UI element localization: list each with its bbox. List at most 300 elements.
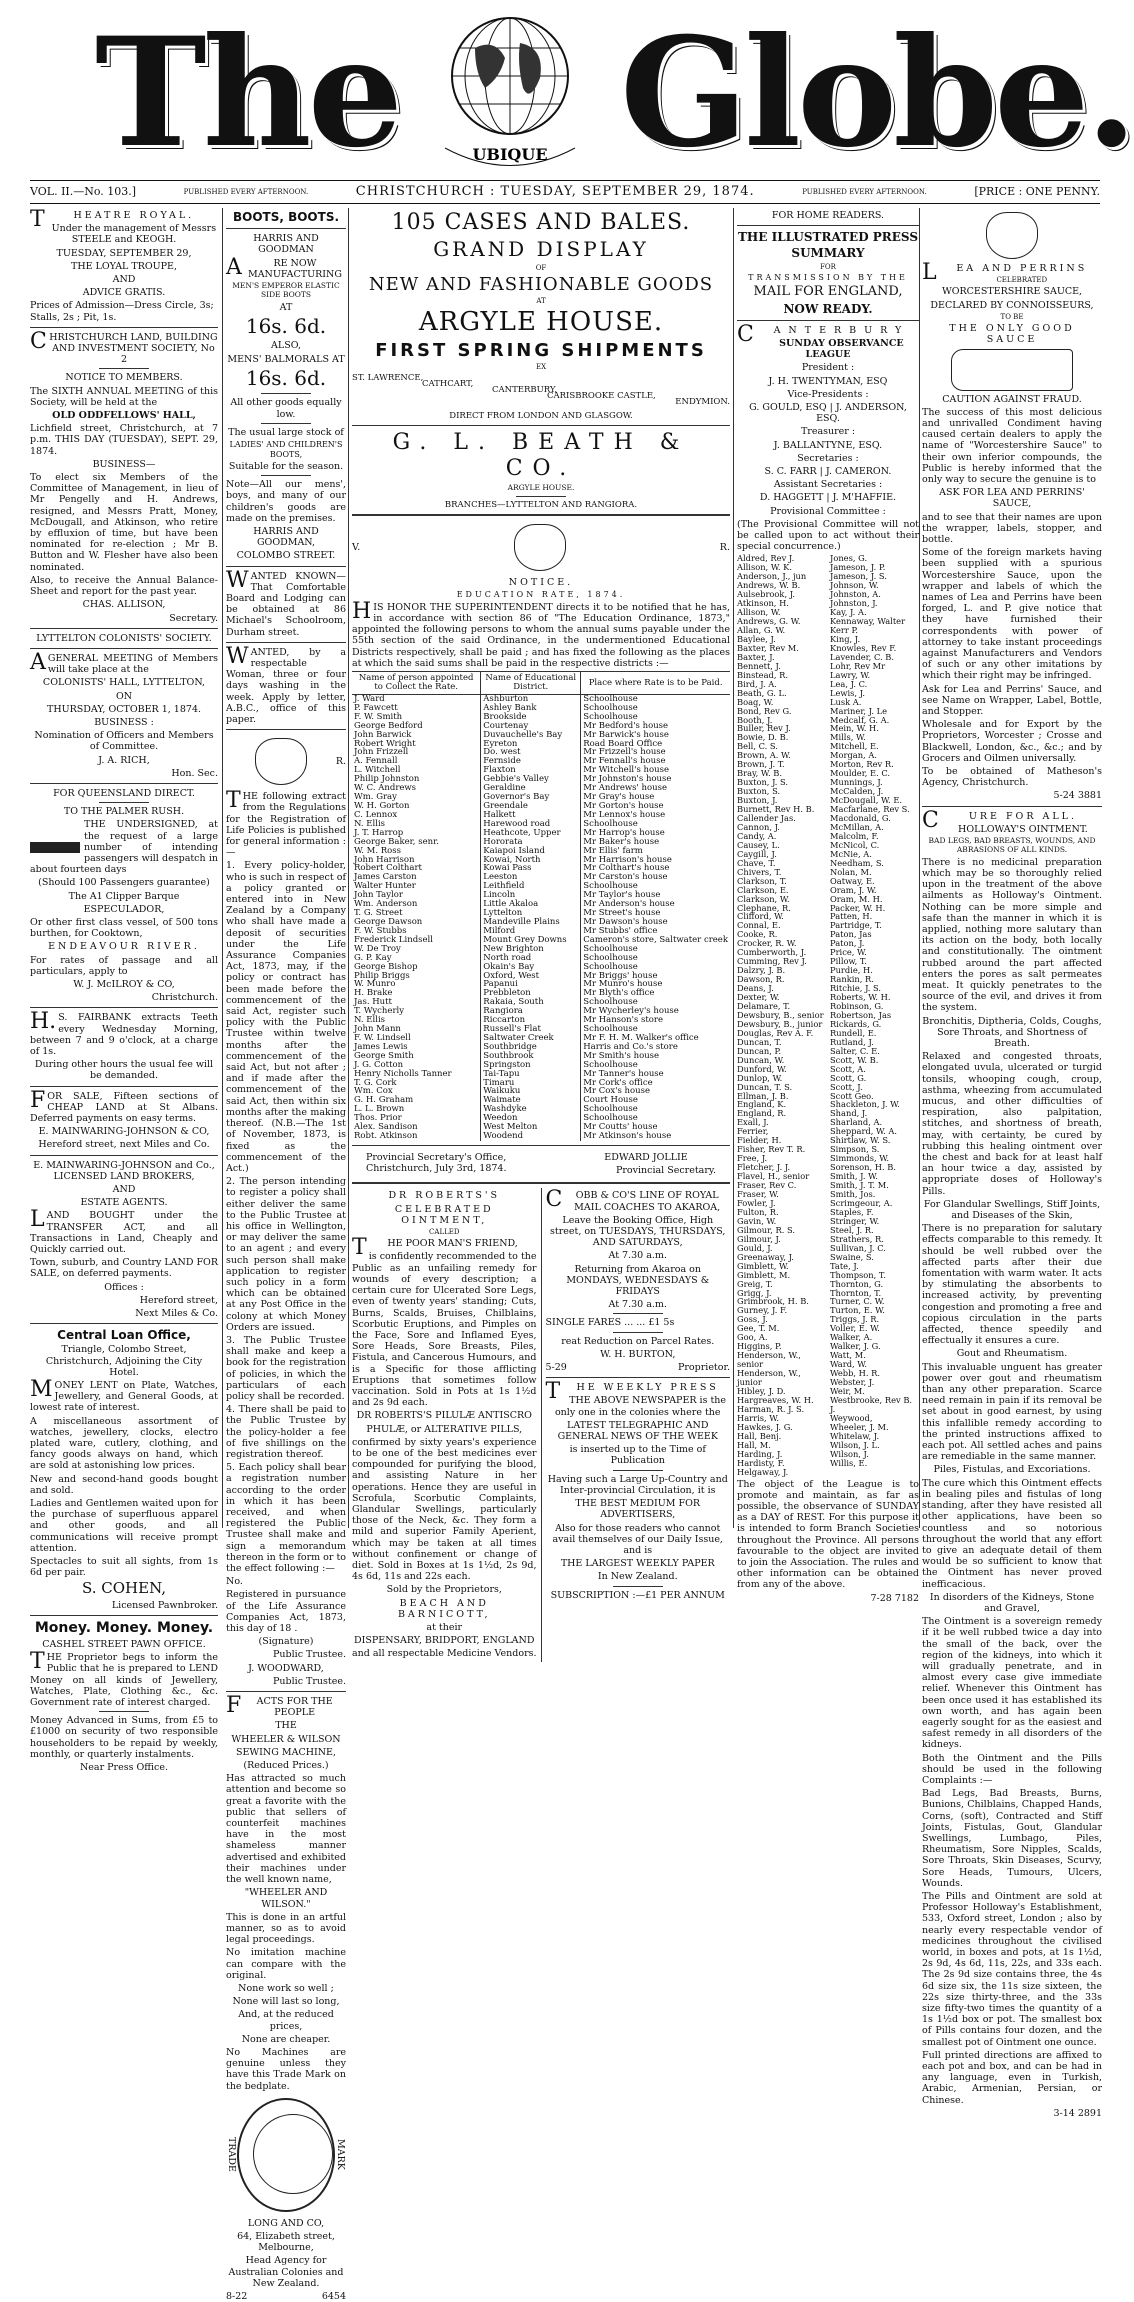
weekly-line: is inserted up to the Time of Publication	[569, 1444, 706, 1467]
wilson-line: (Reduced Prices.)	[243, 1760, 329, 1772]
table-cell: Fernside	[481, 757, 581, 766]
brokers-line: E. MAINWARING-JOHNSON and Co., LICENSED LAND BROKERS,	[33, 1159, 215, 1182]
boots-line: All other goods equally low.	[230, 397, 342, 420]
committee-name: Fraser, W.	[737, 1189, 779, 1200]
roberts-line: BEACH AND BARNICOTT,	[397, 1597, 491, 1620]
table-cell: Mr Munro's house	[581, 980, 730, 989]
committee-name: Gilmour, R. S.	[737, 1224, 796, 1235]
queensland-line: THE UNDERSIGNED, at the request of a large number of intending passengers will despatch in about fourteen days	[30, 819, 218, 876]
committee-name: Clarkson, W.	[737, 893, 790, 904]
table-cell: New Brighton	[481, 945, 581, 954]
weekly-line: THE LARGEST WEEKLY PAPER	[560, 1558, 715, 1570]
column-rule	[733, 208, 734, 1528]
committee-name: Henderson, W., junior	[737, 1368, 801, 1388]
cobb-line: reat Reduction on Parcel Rates.	[561, 1335, 715, 1347]
table-cell: Halkett	[481, 811, 581, 820]
roberts-line: THE POOR MAN'S FRIEND,	[352, 1235, 518, 1261]
committee-name: Ellman, J. B.	[737, 1090, 789, 1101]
table-cell: A. Fennall	[354, 756, 398, 767]
table-cell: Robert Wright	[354, 738, 416, 749]
league-line: J. H. TWENTYMAN, ESQ	[768, 375, 888, 387]
wilson-line: Head Agency for Australian Colonies and New Zealand.	[228, 2255, 344, 2289]
committee-name: Duncan, W.	[737, 1054, 785, 1065]
committee-name: Douglas, Rev A. F.	[737, 1027, 814, 1038]
table-cell: T. G. Street	[354, 908, 403, 919]
land-line: NOTICE TO MEMBERS.	[65, 372, 183, 384]
summary-line: SUMMARY	[791, 246, 865, 261]
roberts-line: CALLED	[429, 1228, 460, 1237]
argyle-house-ad	[352, 210, 730, 510]
table-row	[352, 1105, 730, 1114]
committee-name: Lusk A.	[830, 696, 862, 707]
land-line: OLD ODDFELLOWS' HALL,	[52, 410, 196, 422]
committee-name: Brown, J. T.	[737, 759, 785, 770]
table-row	[352, 980, 730, 989]
table-row	[352, 740, 730, 749]
committee-name: Turton, E. W.	[830, 1305, 885, 1316]
committee-name: Chave, T.	[737, 857, 776, 868]
committee-name: McNie, A.	[830, 848, 872, 859]
committee-name: Roberts, W. H.	[830, 992, 891, 1003]
table-cell: W. C. Andrews	[354, 783, 417, 794]
masthead-globe: Globe.	[620, 5, 1134, 181]
published-note-left: PUBLISHED EVERY AFTERNOON.	[183, 188, 309, 196]
brokers-line: Town, suburb, and Country LAND FOR SALE, on deferred payments.	[30, 1257, 218, 1280]
committee-name: Jameson, J. P.	[830, 562, 886, 573]
committee-name: Willis, E.	[830, 1457, 868, 1468]
globe-icon	[405, 8, 615, 173]
committee-name: Candy, A.	[737, 830, 777, 841]
regs-line: 4. There shall be paid to the Public Trustee by the policy-holder a fee of five shillings on the registration thereof.	[226, 1404, 346, 1460]
table-cell: Wm. Cox	[354, 1086, 393, 1097]
committee-name: Free, J.	[737, 1153, 768, 1164]
wilson-line: Has attracted so much attention and become so great a favorite with the public that sellers of counterfeit machines have in the most shameless manner advertised and exhibited their machines under the well known name,	[226, 1773, 346, 1886]
table-cell: Mr Fennall's house	[581, 757, 730, 766]
wanted-woman-ad: WANTED, by a respectable Woman, three or four days washing in the week. Apply by letter, A.B.C., office of this paper.	[226, 643, 346, 725]
weekly-line: THE BEST MEDIUM FOR ADVERTISERS,	[575, 1498, 701, 1521]
land-society-ad	[30, 328, 218, 624]
table-cell: W. De Troy	[354, 943, 401, 954]
roberts-line: DISPENSARY, BRIDPORT, ENGLAND	[354, 1635, 535, 1647]
table-cell: Mr Anderson's house	[581, 900, 730, 909]
table-cell: W. M. Ross	[354, 845, 402, 856]
ship-name: CARISBROOKE CASTLE,	[547, 391, 656, 402]
rate-collectors-table	[352, 671, 730, 1141]
holloway-subhead: In disorders of the Kidneys, Stone and Gravel,	[929, 1591, 1095, 1614]
mark-label: MARK	[335, 2139, 346, 2171]
committee-name: Sheppard, W. A.	[830, 1126, 898, 1137]
land-line: Lichfield street, Christchurch, at 7 p.m. THIS DAY (TUESDAY), SEPT. 29, 1874.	[30, 423, 218, 457]
table-cell: Mr Harrison's house	[581, 856, 730, 865]
table-cell: H. Brake	[354, 988, 393, 999]
league-line: G. GOULD, ESQ | J. ANDERSON, ESQ.	[749, 401, 907, 425]
table-cell: Mr Witchell's house	[581, 766, 730, 775]
committee-name: Flavel, H., senior	[737, 1171, 810, 1182]
committee-name: Munnings, J.	[830, 777, 883, 788]
regs-line: Public Trustee.	[273, 1675, 346, 1687]
committee-name: Price, W.	[830, 947, 867, 958]
table-cell: Weedon	[481, 1114, 581, 1123]
committee-name: Fielder, H.	[737, 1135, 782, 1146]
committee-name: Atkinson, H.	[737, 598, 789, 609]
table-cell: Wm. Gray	[354, 792, 397, 803]
committee-name: Cannon, J.	[737, 821, 780, 832]
table-cell: Southbrook	[481, 1052, 581, 1061]
money-title: Money. Money. Money.	[34, 1620, 214, 1637]
committee-name: Smith, J. W.	[830, 1171, 878, 1182]
committee-name: England, R.	[737, 1108, 787, 1119]
volume-number: VOL. II.—No. 103.]	[30, 184, 137, 198]
lea-line: CAUTION AGAINST FRAUD.	[942, 393, 1082, 405]
money-line: CASHEL STREET PAWN OFFICE.	[42, 1638, 206, 1650]
committee-name: Lawry, W.	[830, 669, 871, 680]
boots-line: MEN'S EMPEROR ELASTIC SIDE BOOTS	[232, 280, 340, 299]
table-cell: W. H. Gorton	[354, 800, 410, 811]
summary-line: TRANSMISSION BY THE	[748, 272, 908, 282]
lyttelton-line: J. A. RICH,	[98, 754, 150, 766]
roberts-body: is confidently recommended to the Public as an unfailing remedy for wounds of every description; a certain cure for Ulcerated Sore Legs, even of twenty years' standing; Cuts, Burns, Scalds, Bruises, Chilblains, Scorbutic Eruptions, and Pimples on the Face, Sore and Inflamed Eyes, Sore Heads, Sore Breasts, Piles, Fistula, and Cancerous Humours, and is a Specific for those afflicting Eruptions that sometimes follow vaccination. Sold in Pots at 1s 1½d and 2s 9d each.	[352, 1251, 537, 1409]
weekly-line: Also for those readers who cannot avail themselves of our Daily Issue, and is	[552, 1522, 723, 1556]
argyle-at: AT	[536, 297, 546, 306]
committee-name: Jones, G.	[830, 553, 868, 564]
weekly-line: In New Zealand.	[597, 1571, 678, 1583]
committee-name: Oram, J. W.	[830, 884, 877, 895]
committee-name: Walker, A.	[830, 1332, 873, 1343]
committee-name: Lewis, J.	[830, 687, 866, 698]
roberts-body: confirmed by sixty years's experience to be one of the best medicines ever compounded for purifying the blood, and assisting Nature in her operations. Hence they are useful in Scrofula, Scorbutic Complaints, Glandular Swellings, particularly those of the Neck, &c. They form a mild and superior Family Aperient, which may be taken at all times without confinement or change of diet. Sold in Boxes at 1s 1½d, 2s 9d, 4s 6d, 11s and 22s each.	[352, 1436, 537, 1583]
committee-name: Kennaway, Walter	[830, 616, 906, 627]
table-cell: Lyttelton	[481, 909, 581, 918]
holloway-body: This invaluable unguent has greater power over gout and rheumatism than any other preparation. Scarce need remain in pain if its removal be set about in good earnest, by using this infallible remedy according to the printed instructions affixed to each pot. All settled aches and pains are remediable in the same manner.	[922, 1361, 1102, 1463]
committee-name: Cumming, Rev J.	[737, 956, 807, 967]
table-cell: Schoolhouse	[581, 963, 730, 972]
table-cell: Wm. Anderson	[354, 899, 418, 910]
table-cell: Harewood road	[481, 820, 581, 829]
roberts-line: DR ROBERTS'S PILULÆ ANTISCRO	[356, 1410, 532, 1422]
land-brokers-ad	[30, 1160, 218, 1320]
table-cell: Kowai Pass	[481, 864, 581, 873]
committee-name: Macfarlane, Rev S.	[830, 804, 910, 815]
table-cell: John Mann	[354, 1024, 401, 1035]
table-cell: West Melton	[481, 1123, 581, 1132]
committee-name: Baxter, Rev M.	[737, 642, 799, 653]
sunday-league-ad	[737, 321, 919, 1604]
roberts-line: DR ROBERTS'S	[388, 1190, 501, 1202]
committee-name: Turner, C. W.	[830, 1296, 885, 1307]
illustrated-summary-ad	[737, 230, 919, 315]
league-code: 7-28 7182	[870, 1592, 919, 1604]
table-cell: F. W. Lindsell	[354, 1032, 411, 1043]
queensland-line: W. J. McILROY & CO,	[73, 978, 175, 990]
queensland-line: ESPECULADOR,	[83, 903, 165, 915]
league-line: D. HAGGETT | J. M'HAFFIE.	[759, 492, 897, 504]
table-cell: Mr Stubbs' office	[581, 927, 730, 936]
table-cell: Frederick Lindsell	[354, 934, 433, 945]
committee-name: Scott, A.	[830, 1063, 866, 1074]
table-cell: J. T. Harrop	[354, 827, 404, 838]
fairbank-line: H.S. FAIRBANK extracts Teeth every Wednesday Morning, between 7 and 9 o'clock, at a charge of 1s.	[30, 1009, 218, 1057]
queensland-line: The A1 Clipper Barque	[68, 890, 180, 902]
wilson-line: "WHEELER AND WILSON."	[244, 1887, 328, 1910]
argyle-of: OF	[535, 263, 547, 272]
table-cell: Schoolhouse	[581, 820, 730, 829]
ship-name: ST. LAWRENCE,	[352, 373, 424, 384]
land-line: The SIXTH ANNUAL MEETING of this Society, will be held at the	[30, 385, 218, 408]
cobb-coaches-ad	[545, 1187, 731, 1374]
committee-name: Lea, J. C.	[830, 678, 868, 689]
committee-name: Wheeler, J. M.	[830, 1421, 889, 1432]
committee-name: Morgan, A.	[830, 750, 877, 761]
table-cell: G. P. Kay	[354, 952, 392, 963]
table-cell: Walter Hunter	[354, 881, 416, 892]
table-cell: Greendale	[481, 802, 581, 811]
committee-name: Swaine, S.	[830, 1251, 874, 1262]
land-line: BUSINESS—	[92, 458, 156, 470]
committee-name: Voller, E. W.	[830, 1323, 880, 1334]
weekly-title: THE WEEKLY PRESS	[545, 1379, 719, 1405]
boots-line: HARRIS AND GOODMAN	[253, 233, 319, 256]
lea-perrins-crest-icon	[986, 212, 1038, 259]
ship-name: ENDYMION.	[675, 397, 730, 408]
table-cell: Mr Lennox's house	[581, 811, 730, 820]
boots-title: BOOTS, BOOTS.	[232, 210, 340, 224]
committee-name: Boag, W.	[737, 696, 774, 707]
committee-name: Partridge, T.	[830, 920, 882, 931]
committee-name: England, K.	[737, 1099, 787, 1110]
committee-name: Kerr P.	[830, 624, 858, 635]
boots-price: 16s. 6d.	[245, 365, 327, 390]
committee-name: Mein, W. H.	[830, 723, 879, 734]
table-cell: Mr Andrews' house	[581, 784, 730, 793]
holloway-subhead: Gout and Rheumatism.	[956, 1348, 1068, 1360]
committee-name: Morton, Rev R.	[830, 759, 894, 770]
table-cell: Courtenay	[481, 722, 581, 731]
committee-name: Fulton, R.	[737, 1206, 779, 1217]
committee-name: Sorenson, H. B.	[830, 1162, 897, 1173]
committee-name: Greig, T.	[737, 1278, 773, 1289]
table-cell: North road	[481, 954, 581, 963]
brokers-line: Offices :	[104, 1281, 144, 1293]
notice-signature: EDWARD JOLLIE	[604, 1152, 688, 1164]
sale-line: E. MAINWARING-JOHNSON & CO,	[38, 1126, 210, 1138]
committee-name: Grimbrook, H. B.	[737, 1296, 809, 1307]
lea-line: TO BE	[1000, 312, 1024, 321]
committee-name: Simmonds, W.	[830, 1153, 889, 1164]
league-line: Secretaries :	[797, 452, 859, 464]
loan-title: Central Loan Office,	[57, 1328, 191, 1343]
committee-name: Gee, T. M.	[737, 1323, 780, 1334]
committee-name: Bell, C. S.	[737, 741, 778, 752]
table-cell: Mr Barwick's house	[581, 731, 730, 740]
table-cell: Mr Wycherley's house	[581, 1007, 730, 1016]
table-cell: Mr Cox's house	[581, 1087, 730, 1096]
committee-name: Gimblett, M.	[737, 1269, 791, 1280]
table-row	[352, 1052, 730, 1061]
committee-name: Scott, W. B.	[830, 1054, 879, 1065]
queensland-subtitle: TO THE PALMER RUSH.	[63, 806, 185, 818]
notice-r: R.	[719, 542, 730, 554]
committee-name: Gurney, J. F.	[737, 1305, 788, 1316]
committee-name: Dewsbury, B., junior	[737, 1018, 823, 1029]
committee-name: Deans, J.	[737, 983, 774, 994]
committee-name: Higgins, P.	[737, 1341, 782, 1352]
table-cell: Mr Harrop's house	[581, 829, 730, 838]
trade-label: TRADE	[226, 2137, 238, 2173]
committee-name: Stringer, W.	[830, 1215, 880, 1226]
committee-name: Dewsbury, B., senior	[737, 1009, 824, 1020]
committee-name: Scott, J.	[830, 1081, 863, 1092]
wilson-line: None will last so long,	[232, 1996, 340, 2008]
table-cell: Flaxton	[481, 766, 581, 775]
committee-name: Smith, J. T. M.	[830, 1180, 889, 1191]
lyttelton-line: THURSDAY, OCTOBER 1, 1874.	[46, 703, 202, 715]
table-cell: Mr Blyth's office	[581, 989, 730, 998]
table-cell: Mr Cork's office	[581, 1079, 730, 1088]
committee-name: Caygill, J.	[737, 848, 777, 859]
table-cell: Milford	[481, 927, 581, 936]
table-row	[352, 900, 730, 909]
regs-line: 1. Every policy-holder, who is such in respect of a policy granted or entered into in New Zealand by a Company who shall have made a deposit of securities under the Life Assurance Companies Act, 1873, may, if the policy or contract has been made before the commencement of the said Act, register such policy with the Public Trustee within twelve months after the commencement of the said Act, but not after ; and if made after the commencement of the said Act, then within six months after the making thereof. (N.B.—The 1st of November, 1873, is fixed as the commencement of the Act.)	[226, 860, 346, 1174]
boots-line: HARRIS AND GOODMAN,	[253, 525, 319, 549]
committee-name: McNicol, C.	[830, 839, 880, 850]
table-cell: Okain's Bay	[481, 963, 581, 972]
argyle-house: ARGYLE HOUSE.	[507, 483, 575, 493]
cobb-code: 5-29	[545, 1362, 567, 1374]
motto: UBIQUE	[472, 145, 548, 164]
sale-ad	[30, 1087, 218, 1151]
committee-name: Mariner, J. Le	[830, 705, 888, 716]
wilson-line: SEWING MACHINE,	[235, 1746, 337, 1758]
holloway-body: There is no preparation for salutary effects comparable to this remedy. It should be well rubbed over the affected parts after their due fomentation with warm water. It acts by stimulating the absorbents to increased activity, by preventing congestion and promoting a free and copious circulation in the parts affected, thence speedily and effectually it ensures a cure.	[922, 1223, 1102, 1347]
queensland-line: (Should 100 Passengers guarantee)	[38, 877, 210, 889]
committee-name: Wilson, J.	[830, 1448, 869, 1459]
table-cell: Kaiapoi Island	[481, 847, 581, 856]
committee-name: Allan, G. W.	[737, 624, 786, 635]
column-1	[30, 207, 218, 1773]
league-title: SUNDAY OBSERVANCE LEAGUE	[779, 337, 904, 361]
column-rule	[348, 208, 349, 1528]
regs-line: No.	[226, 1576, 243, 1588]
table-cell: Mr Smith's house	[581, 1052, 730, 1061]
regs-line: 5. Each policy shall bear a registration number according to the order in which it has been received, and when registered the Public Trustee shall make and sign a memorandum thereon in the form or to the effect following :—	[226, 1462, 346, 1575]
lea-body: Ask for Lea and Perrins' Sauce, and see Name on Wrapper, Label, Bottle, and Stopper.	[922, 683, 1102, 717]
holloway-body: The Ointment is a sovereign remedy if it be well rubbed twice a day into the small of the back, over the region of the kidneys, into which it will gradually penetrate, and in almost every case give immediate relief. Whenever this Ointment has been once used it has established its own worth, and has again been eagerly sought for as the easiest and safest remedy in all disorders of the kidneys.	[922, 1616, 1102, 1751]
committee-name: Ferrier,	[737, 1126, 769, 1137]
wilson-code: 6454	[321, 2290, 346, 2302]
table-cell: Schoolhouse	[581, 1114, 730, 1123]
table-cell: Schoolhouse	[581, 954, 730, 963]
league-line: President :	[801, 362, 855, 374]
wheeler-wilson-ad	[226, 1693, 346, 2302]
committee-name: Ritchie, J. S.	[830, 983, 882, 994]
committee-name: Mills, W.	[830, 732, 866, 743]
masthead	[0, 0, 1134, 181]
table-cell: Southbridge	[481, 1043, 581, 1052]
table-cell: Philip Briggs	[354, 970, 410, 981]
holloway-code: 3-14 2891	[1053, 2107, 1102, 2119]
argyle-branches: BRANCHES—LYTTELTON AND RANGIORA.	[444, 500, 638, 511]
boots-line: The usual large stock of	[228, 426, 344, 438]
table-cell: T. Wycherly	[354, 1006, 405, 1017]
wilson-line: 64, Elizabeth street, Melbourne,	[237, 2230, 335, 2254]
fairbank-ad	[30, 1009, 218, 1082]
table-cell: Timaru	[481, 1079, 581, 1088]
wilson-line: None are cheaper.	[241, 2033, 331, 2045]
roberts-line: Sold by the Proprietors,	[386, 1584, 502, 1596]
table-cell: Mr F. H. M. Walker's office	[581, 1034, 730, 1043]
table-cell: Road Board Office	[581, 740, 730, 749]
committee-name: Fletcher, J. J.	[737, 1162, 791, 1173]
committee-name: Duncan, T.	[737, 1036, 782, 1047]
committee-name: Buxton, J.	[737, 795, 778, 806]
table-row	[352, 1016, 730, 1025]
table-row	[352, 972, 730, 981]
committee-name: Rickards, G.	[830, 1018, 882, 1029]
committee-name: Webster, J.	[830, 1377, 875, 1388]
table-cell: Rakaia, South	[481, 998, 581, 1007]
table-cell: Governor's Bay	[481, 793, 581, 802]
committee-name: Clarkson, T.	[737, 875, 787, 886]
theatre-ad	[30, 207, 218, 323]
table-cell: Schoolhouse	[581, 882, 730, 891]
regs-line: Registered in pursuance of the Life Assurance Companies Act, 1873, this day of 18 .	[226, 1589, 346, 1635]
league-line: J. BALLANTYNE, ESQ.	[773, 439, 883, 451]
committee-name: Oram, M. H.	[830, 893, 883, 904]
table-cell: George Bedford	[354, 720, 423, 731]
central-loan-ad	[30, 1328, 218, 1611]
lyttelton-line: COLONISTS' HALL, LYTTELTON,	[42, 677, 206, 689]
boots-line: AT	[279, 301, 293, 313]
committee-name: Pillow, T.	[830, 956, 867, 967]
committee-name: Fisher, Rev T. R.	[737, 1144, 806, 1155]
holloway-body: Bad Legs, Bad Breasts, Burns, Bunions, Chilblains, Chapped Hands, Corns, (soft), Contracted and Stiff Joints, Fistulas, Gout, Glandular Swellings, Lumbago, Piles, Rheumatism, Sore Nipples, Scalds, Sore Throats, Skin Diseases, Scurvy, Sore Heads, Tumours, Ulcers, Wounds.	[922, 1788, 1102, 1889]
holloway-body: Both the Ointment and the Pills should be used in the following Complaints :—	[922, 1752, 1102, 1786]
table-cell: Oxford, West	[481, 972, 581, 981]
argyle-title: GRAND DISPLAY	[433, 236, 649, 261]
argyle-ex: EX	[535, 363, 547, 372]
table-cell: Mr Dawson's house	[581, 918, 730, 927]
table-cell: Prebbleton	[481, 989, 581, 998]
column-2	[226, 208, 346, 2302]
committee-name: Shackleton, J. W.	[830, 1099, 900, 1110]
table-cell: James Carston	[354, 872, 417, 883]
committee-name: Scrimgeour, A.	[830, 1197, 893, 1208]
cobb-line: At 7.30 a.m.	[608, 1250, 667, 1262]
table-cell: Brookside	[481, 713, 581, 722]
committee-name: King, J.	[830, 633, 861, 644]
committee-name: Bird, J. A.	[737, 678, 777, 689]
table-cell: George Bishop	[354, 961, 418, 972]
holloway-body: The Pills and Ointment are sold at Professor Holloway's Establishment, 533, Oxford street, London ; also by nearly every respectable vendor of medicines throughout the civilised world, in boxes and pots, at 1s 1½d, 2s 9d, 4s 6d, 11s, 22s, and 33s each. The 2s 9d size contains three, the 4s 6d size six, the 11s size sixteen, the 22s size thirty-three, and the 33s size fifty-two times the quantity of a 1s 1½d box or pot. The smallest box of Pills contains four dozen, and the smallest pot of Ointment one ounce.	[922, 1891, 1102, 2048]
lyttelton-ad	[30, 633, 218, 779]
money-line: THE Proprietor begs to inform the Public that he is prepared to LEND Money on all kinds of Jewellery, Watches, Plate, Clothing &c., &c. Government rate of interest charged.	[30, 1649, 218, 1708]
table-cell: Ashburton	[481, 694, 581, 703]
committee-name: Simpson, S.	[830, 1144, 880, 1155]
table-cell: Henry Nicholls Tanner	[354, 1068, 452, 1079]
loan-line: Spectacles to suit all sights, from 1s 6d per pair.	[30, 1556, 218, 1579]
league-line: Vice-Presidents :	[787, 388, 869, 400]
argyle-title: FIRST SPRING SHIPMENTS	[375, 339, 707, 361]
table-cell: Thos. Prior	[354, 1113, 402, 1124]
royal-crest-icon	[514, 524, 566, 571]
lea-line: DECLARED BY CONNOISSEURS,	[930, 299, 1094, 311]
wilson-line: WHEELER & WILSON	[231, 1733, 341, 1745]
land-title: CHRISTCHURCH LAND, BUILDING AND INVESTMENT SOCIETY, No 2	[30, 328, 218, 366]
committee-name: Knowles, Rev F.	[830, 642, 897, 653]
table-cell: George Baker, senr.	[354, 836, 439, 847]
regs-line: 2. The person intending to register a policy shall either deliver the same to the Public Trustee at his office in Wellington, or may deliver the same to an agent ; and every such person shall make application to register such policy in a form which can be obtained at any Post Office in the colony at which Money Orders are issued.	[226, 1176, 346, 1333]
table-cell: John Frizzell	[354, 747, 409, 758]
